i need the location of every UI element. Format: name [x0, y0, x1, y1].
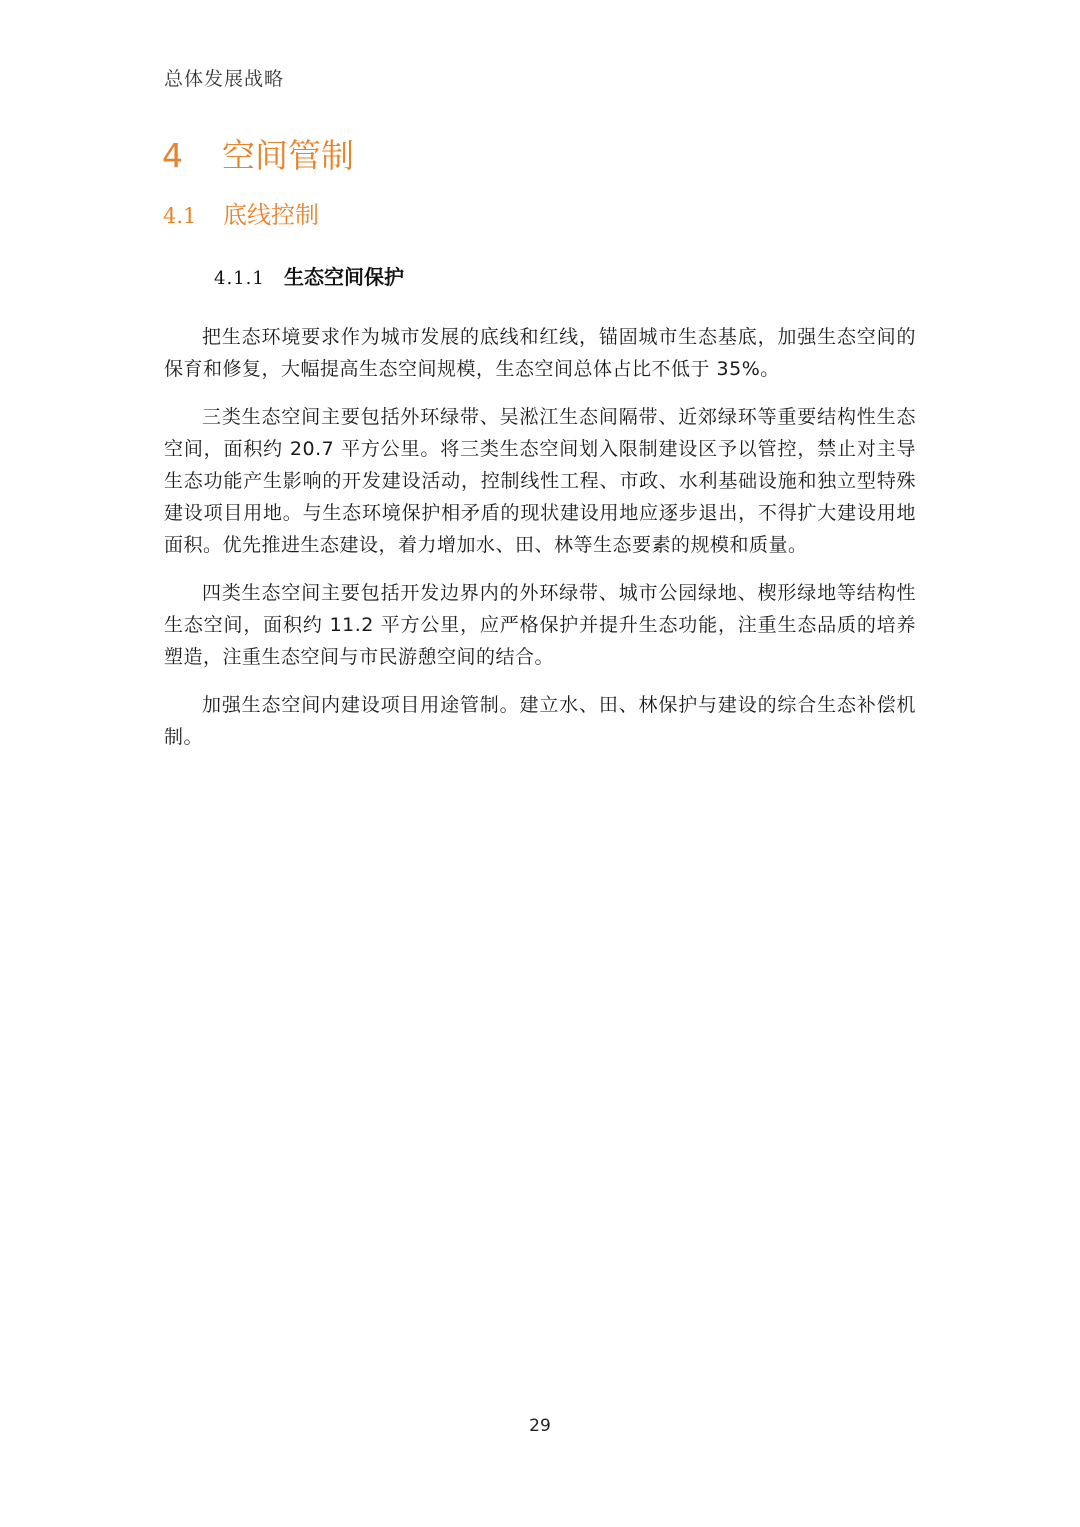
subsection-heading [214, 261, 404, 290]
paragraph: 三类生态空间主要包括外环绿带、吴淞江生态间隔带、近郊绿环等重要结构性生态空间，面积约 20.7 平方公里。将三类生态空间划入限制建设区予以管控，禁止对主导生态功能产生影响的开发建设活动，控制线性工程、市政、水利基础设施和独立型特殊建设项目用地。与生态环境保护相矛盾的现状建设用地应逐步退出，不得扩大建设用地面积。优先推进生态建设，着力增加水、田、林等生态要素的规模和质量。 [164, 406, 916, 556]
section-title: 底线控制 [223, 201, 319, 229]
subsection-number: 4.1.1 [214, 268, 265, 289]
chapter-number: 4 [162, 136, 183, 175]
paragraph: 加强生态空间内建设项目用途管制。建立水、田、林保护与建设的综合生态补偿机制。 [164, 694, 916, 748]
subsection-title: 生态空间保护 [284, 265, 404, 289]
page-number: 29 [529, 1416, 551, 1436]
section-heading [163, 195, 319, 230]
paragraph: 四类生态空间主要包括开发边界内的外环绿带、城市公园绿地、楔形绿地等结构性生态空间，面积约 11.2 平方公里，应严格保护并提升生态功能，注重生态品质的培养塑造，注重生态空间与市民游憩空间的结合。 [164, 582, 916, 668]
body-content [164, 321, 916, 769]
running-header: 总体发展战略 [164, 68, 285, 90]
paragraph: 把生态环境要求作为城市发展的底线和红线，锚固城市生态基底，加强生态空间的保育和修复，大幅提高生态空间规模，生态空间总体占比不低于 35%。 [164, 326, 916, 380]
chapter-heading [162, 130, 354, 177]
section-number: 4.1 [163, 204, 197, 228]
chapter-title: 空间管制 [222, 136, 354, 175]
